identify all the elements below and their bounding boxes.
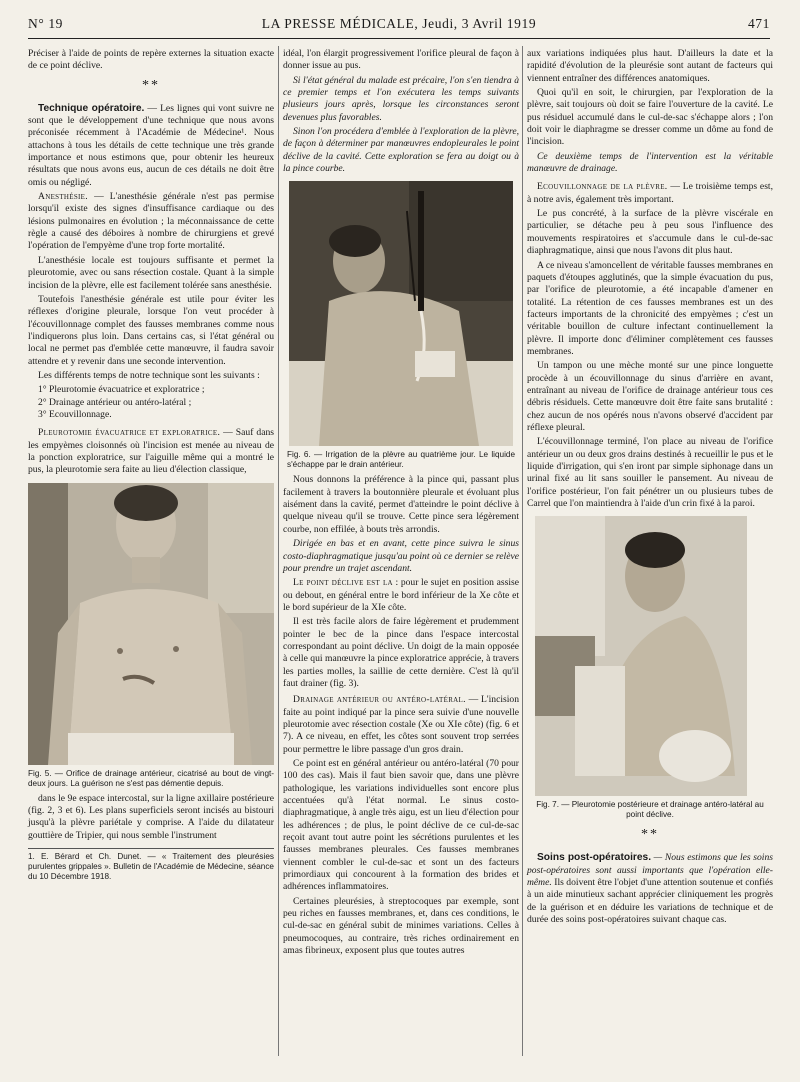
steps-list <box>28 384 274 421</box>
paragraph: Sinon l'on procédera d'emblée à l'exploration de la plèvre, de façon à déterminer par manœuvres endopleurales le point déclive de la cavité. Cette exploration se fera au doigt ou à la pince courbe. <box>283 126 519 175</box>
page-number: 471 <box>747 16 770 31</box>
column-rule <box>278 46 279 1056</box>
footnote: 1. E. Bérard et Ch. Dunet. — « Traitement des pleurésies purulentes grippales ». Bulletin de l'Académie de Médecine, séance du 10 Décembre 1918. <box>28 848 274 882</box>
column-rule <box>522 46 523 1056</box>
section-heading: Technique opératoire. <box>38 102 145 114</box>
paragraph: Le pus concrété, à la surface de la plèvre viscérale en particulier, se détache peu à peu sous l'influence des mouvements respiratoires et s'accumule dans le cul-de-sac diaphragmatique, ainsi que nous l'avons dit plus haut. <box>527 208 773 257</box>
running-header <box>28 14 770 39</box>
paragraph: Quoi qu'il en soit, le chirurgien, par l'exploration de la plèvre, sait toujours où doit se faire l'ouverture de la cavité. Le pus résiduel accumulé dans le cul-de-sac s'échappe alors ; l'on doit voir le diaphragme se dresser comme un dôme au fond de l'incision. <box>527 87 773 148</box>
figure-5-photo <box>28 483 274 765</box>
column-right <box>527 48 773 928</box>
paragraph: A ce niveau s'amoncellent de véritable fausses membranes en paquets d'étoupes agglutinés, que la simple évacuation du pus, par l'orifice de pleurotomie, a été incapable d'amener en totalité. La rétention de ces fausses membranes est un des facteurs importants de la chronicité des empyèmes ; c'est un véritable bouillon de culture infectant continuellement la plèvre. Il importe donc d'éliminer complètement ces fausses membranes. <box>527 259 773 357</box>
paragraph: L'écouvillonnage terminé, l'on place au niveau de l'orifice antérieur un ou deux gros drains destinés à recueillir le pus et le liquide d'irrigation, qui s'en iront par simple siphonage dans un urinal fixé au lit sans souiller le pansement. Au niveau de l'orifice postérieur, l'on fait pénétrer un ou plusieurs tubes de Carrel que l'on maintiendra à l'aide d'un crin fixé à la paroi. <box>527 436 773 510</box>
paragraph: Le point déclive est la : pour le sujet en position assise ou debout, en général entre le bord inférieur de la Xe côte et le bord supérieur de la XIe côte. <box>283 577 519 613</box>
paragraph: Pleurotomie évacuatrice et exploratrice. — Sauf dans les empyèmes cloisonnés où l'incision est menée au niveau de la ponction exploratrice, sur l'aiguille même qui a montré le pus, la pleurotomie sera faite au lieu d'élection classique, <box>28 427 274 476</box>
section-heading: Drainage antérieur ou antéro-latéral. <box>293 694 466 706</box>
column-middle <box>283 48 519 960</box>
paragraph: Drainage antérieur ou antéro-latéral. — L'incision faite au point indiqué par la pince sera suivie d'une nouvelle pleurotomie avec résection costale (Xe ou XIe côte) (fig. 6 et 7). A ce niveau, en effet, les côtes sont souvent trop serrées pour permettre le libre passage d'un gros drain. <box>283 694 519 755</box>
paragraph: Les différents temps de notre technique sont les suivants : <box>38 369 260 381</box>
paragraph: Technique opératoire. — Les lignes qui vont suivre ne sont que le développement d'une technique que nous avons préconisée récemment à l'Académie de Médecine¹. Nous attachons à tous les détails de cette technique une très grande importance et nous estimons que, pour obtenir les heureux résultats que nous avons eus, aucun de ces détails ne doit être omis ou négligé. <box>28 102 275 188</box>
paragraph: L'anesthésie locale est toujours suffisante et permet la pleurotomie, avec ou sans résection costale. Quant à la simple incision de la plèvre, elle est facilement tolérée sans anesthésie. <box>28 254 274 291</box>
journal-title: LA PRESSE MÉDICALE, Jeudi, 3 Avril 1919 <box>261 16 537 31</box>
section-heading: Anesthésie. <box>38 191 88 203</box>
paragraph: Si l'état général du malade est précaire, l'on s'en tiendra à ce premier temps et l'on exécutera les temps suivants plusieurs jours après, lorsque les circonstances seront devenues plus favorables. <box>283 74 519 123</box>
patient-chest-photo <box>28 483 274 765</box>
asterism-divider: ** <box>641 827 659 843</box>
figure-6-photo <box>289 181 513 446</box>
posterior-pleurotomy-photo <box>535 516 747 796</box>
paragraph: Il est très facile alors de faire légèrement et prudemment pointer le bec de la pince dans l'espace intercostal correspondant au point déclive. Un doigt de la main opposée à celle qui manœuvre la pince exploratrice apprécie, à travers les parties molles, la saillie de cette dernière. C'est là qu'il faut drainer (fig. 3). <box>283 616 519 689</box>
figure-6-caption: Fig. 6. — Irrigation de la plèvre au quatrième jour. Le liquide s'échappe par le drain antérieur. <box>287 450 515 470</box>
figure-7-caption: Fig. 7. — Pleurotomie postérieure et drainage antéro-latéral au point déclive. <box>536 800 764 820</box>
paragraph: idéal, l'on élargit progressivement l'orifice pleural de façon à donner issue au pus. <box>283 48 519 72</box>
paragraph: Dirigée en bas et en avant, cette pince suivra le sinus costo-diaphragmatique jusqu'au point où ce dernier se relève pour prendre un trajet ascendant. <box>283 538 519 574</box>
paragraph: dans le 9e espace intercostal, sur la ligne axillaire postérieure (fig. 2, 3 et 6). Les plans superficiels seront incisés au bistouri jusqu'à la plèvre pariétale y comprise. A l'aide du dilatateur gouttière de Tripier, qui nous semble l'instrument <box>28 792 274 841</box>
paragraph: Ecouvillonnage de la plèvre. — Le troisième temps est, à notre avis, également très important. <box>527 181 773 205</box>
section-heading: Le point déclive est la <box>293 577 393 589</box>
asterism-divider: ** <box>142 77 160 93</box>
paragraph: Anesthésie. — L'anesthésie générale n'est pas permise lorsqu'il existe des signes d'insuffisance cardiaque ou des lésions pulmonaires en évolution ; la méconnaissance de cette règle a causé des déboires à nombre de chirurgiens et grevé l'opération de l'empyème d'une trop forte mortalité. <box>28 191 274 252</box>
section-heading: Soins post-opératoires. <box>537 852 652 864</box>
paragraph: Certaines pleurésies, à streptocoques par exemple, sont peu riches en fausses membranes, et, dans ces conditions, le cul-de-sac en général subit de minimes variations. Celles à pneumocoques, au contraire, très riches ordinairement en amas fibrineux, exposent plus que toutes autres <box>283 895 519 957</box>
figure-7 <box>527 516 773 820</box>
figure-6 <box>283 181 519 470</box>
paragraph: Soins post-opératoires. — Nous estimons que les soins post-opératoires sont aussi importants que l'opération elle-même. Ils doivent être l'objet d'une attention soutenue et confiés à un aide minutieux sachant apprécier cliniquement les progrès de la guérison et en déduire les variations de technique et de durée des soins post-opératoires suivant chaque cas. <box>527 852 773 926</box>
paragraph: Préciser à l'aide de points de repère externes la situation exacte de ce point déclive. <box>28 48 274 72</box>
paragraph: Ce point est en général antérieur ou antéro-latéral (70 pour 100 des cas). Mais il faut bien savoir que, dans une plèvre pathologique, les variations individuelles sont encore plus accentuées qu'à l'état normal. Le sinus costo-diaphragmatique, à angle très aigu, est un lieu d'élection pour les adhérences ; de plus, le point déclive de ce cul-de-sac reçoit avant tout autre point les sécrétions purulentes et les fausses membranes pleurales. Ces fausses membranes viennent combler le cul-de-sac et sont un des facteurs primordiaux qui concourent à la formation des brides et adhérences inflammatoires. <box>283 758 519 893</box>
paragraph: Un tampon ou une mèche monté sur une pince longuette procède à un écouvillonnage du sinus d'arrière en avant, entraînant au niveau de l'orifice de drainage antérieur tous ces débris résiduels. Cette manœuvre doit être faite sans brutalité : chez aucun de nos opérés nous n'avons observé d'accident par réflexe pleural. <box>527 360 773 433</box>
paragraph: Nous donnons la préférence à la pince qui, passant plus facilement à travers la boutonnière pleurale et évoluant plus aisément dans la cavité, permet d'atteindre le point déclive à quelque niveau qu'il se trouve. Cette pince sera légèrement courbe, non effilée, à bouts très arrondis. <box>283 474 519 535</box>
figure-5 <box>28 483 274 789</box>
list-item: 3° Ecouvillonnage. <box>38 408 112 420</box>
paragraph: aux variations indiquées plus haut. D'ailleurs la date et la rapidité d'évolution de la pleurésie sont autant de facteurs qui viennent entraîner des différences anatomiques. <box>527 48 773 84</box>
figure-5-caption: Fig. 5. — Orifice de drainage antérieur, cicatrisé au bout de vingt-deux jours. La guérison ne s'est pas démentie depuis. <box>28 768 274 788</box>
list-item: 1° Pleurotomie évacuatrice et exploratrice ; <box>38 384 205 396</box>
list-item: 2° Drainage antérieur ou antéro-latéral ; <box>38 396 192 408</box>
paragraph: Toutefois l'anesthésie générale est utile pour éviter les réflexes d'origine pleurale, lorsque l'on veut procéder à l'écouvillonnage complet des fausses membranes comme nous l'indiquerons plus loin. Dans certains cas, si l'état général ou local ne permet pas d'emblée cette manœuvre, il faudra savoir attendre et y revenir dans une seconde intervention. <box>28 293 274 367</box>
column-left <box>28 48 274 882</box>
section-heading: Pleurotomie évacuatrice et exploratrice. <box>38 427 221 439</box>
issue-number: N° 19 <box>28 16 64 31</box>
paragraph: Ce deuxième temps de l'intervention est la véritable manœuvre de drainage. <box>527 150 773 175</box>
irrigation-photo <box>289 181 513 446</box>
figure-7-photo <box>535 516 747 796</box>
section-heading: Ecouvillonnage de la plèvre. <box>537 181 668 193</box>
